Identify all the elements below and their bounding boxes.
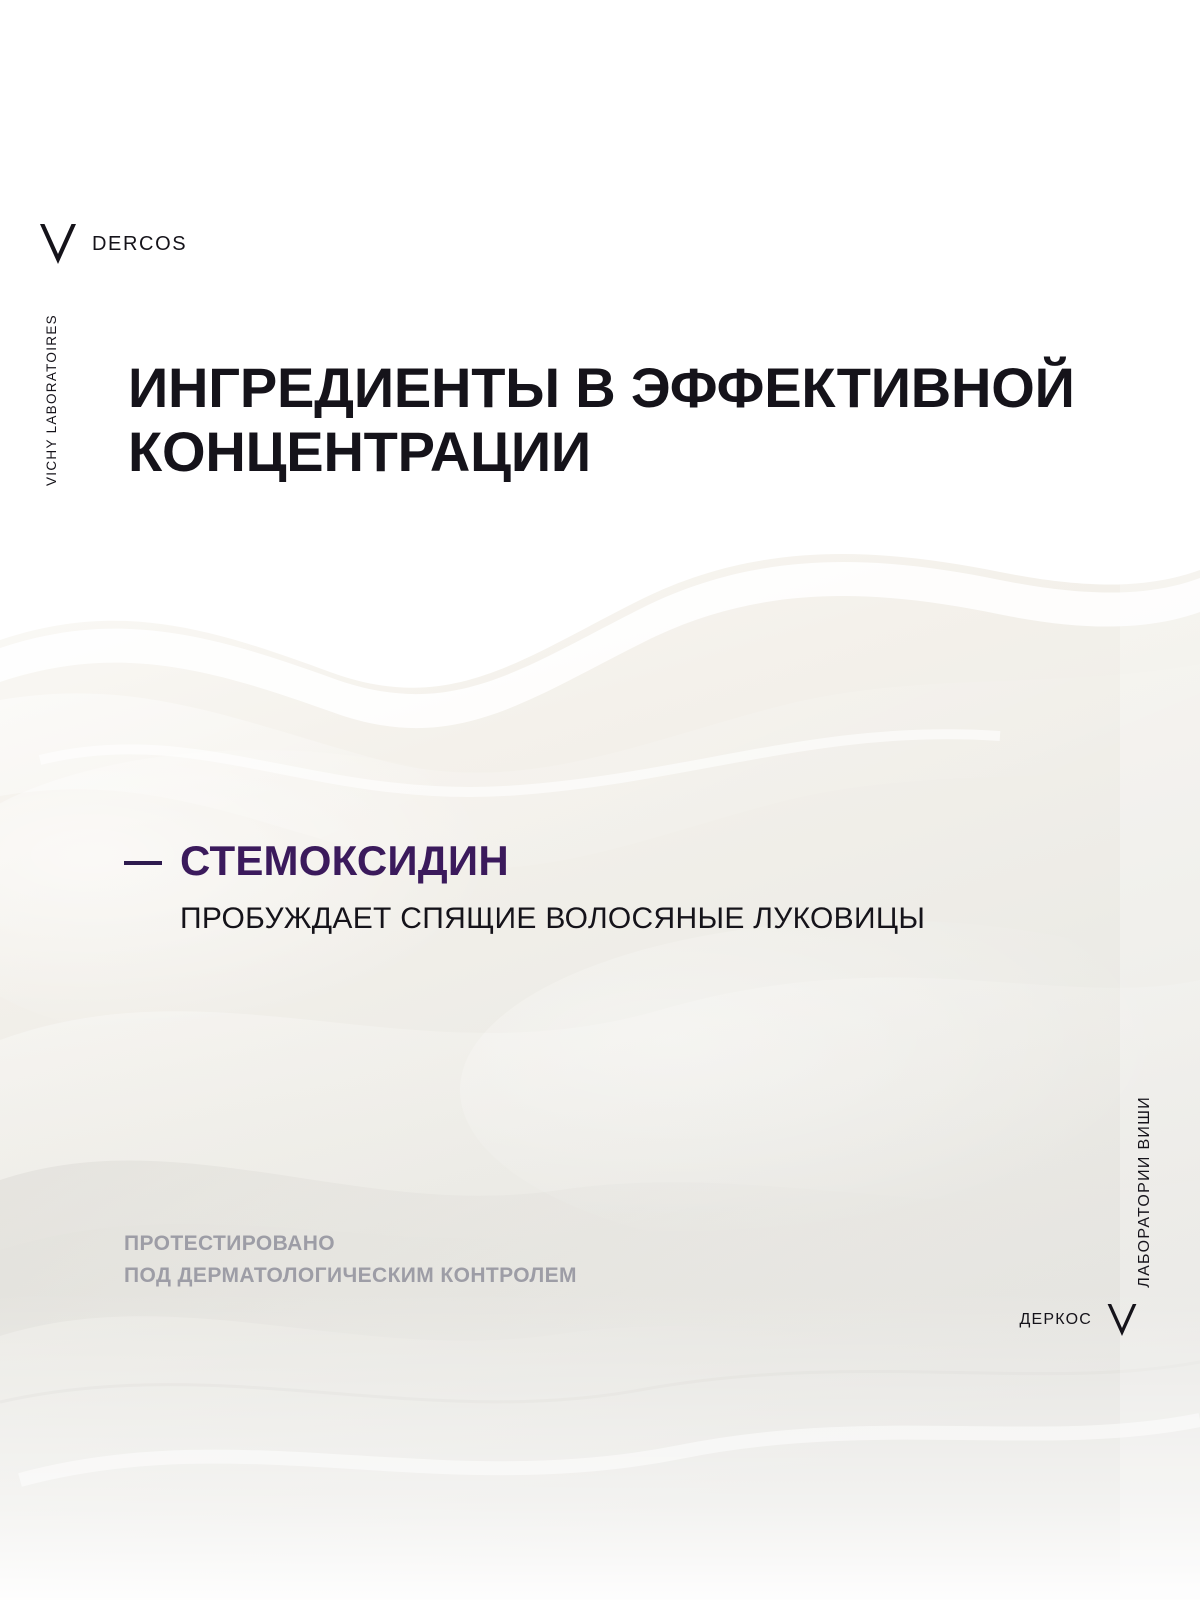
brand-line-name: DERCOS <box>92 232 188 255</box>
dermatological-test-note <box>124 1228 884 1291</box>
brand-lockup-top <box>38 222 187 266</box>
ingredient-description: ПРОБУЖДАЕТ СПЯЩИЕ ВОЛОСЯНЫЕ ЛУКОВИЦЫ <box>180 902 926 936</box>
ingredient-block <box>124 838 1104 938</box>
vichy-v-logo-icon <box>38 222 78 266</box>
ingredient-name: СТЕМОКСИДИН <box>180 837 509 884</box>
laboratories-vichy-vertical-label: ЛАБОРАТОРИИ ВИШИ <box>1136 1096 1153 1288</box>
tested-line-2: ПОД ДЕРМАТОЛОГИЧЕСКИМ КОНТРОЛЕМ <box>124 1263 577 1287</box>
ingredient-title-row <box>124 838 1104 884</box>
brand-lockup-bottom <box>1019 1302 1138 1338</box>
dash-divider-icon <box>124 861 162 865</box>
vichy-v-logo-icon-small <box>1106 1302 1138 1338</box>
brand-bottom-label: ДЕРКОС <box>1019 1311 1092 1328</box>
page-title: ИНГРЕДИЕНТЫ В ЭФФЕКТИВНОЙ КОНЦЕНТРАЦИИ <box>128 355 1075 484</box>
vichy-laboratoires-vertical-text: VICHY LABORATOIRES <box>44 314 59 486</box>
tested-line-1: ПРОТЕСТИРОВАНО <box>124 1232 336 1255</box>
